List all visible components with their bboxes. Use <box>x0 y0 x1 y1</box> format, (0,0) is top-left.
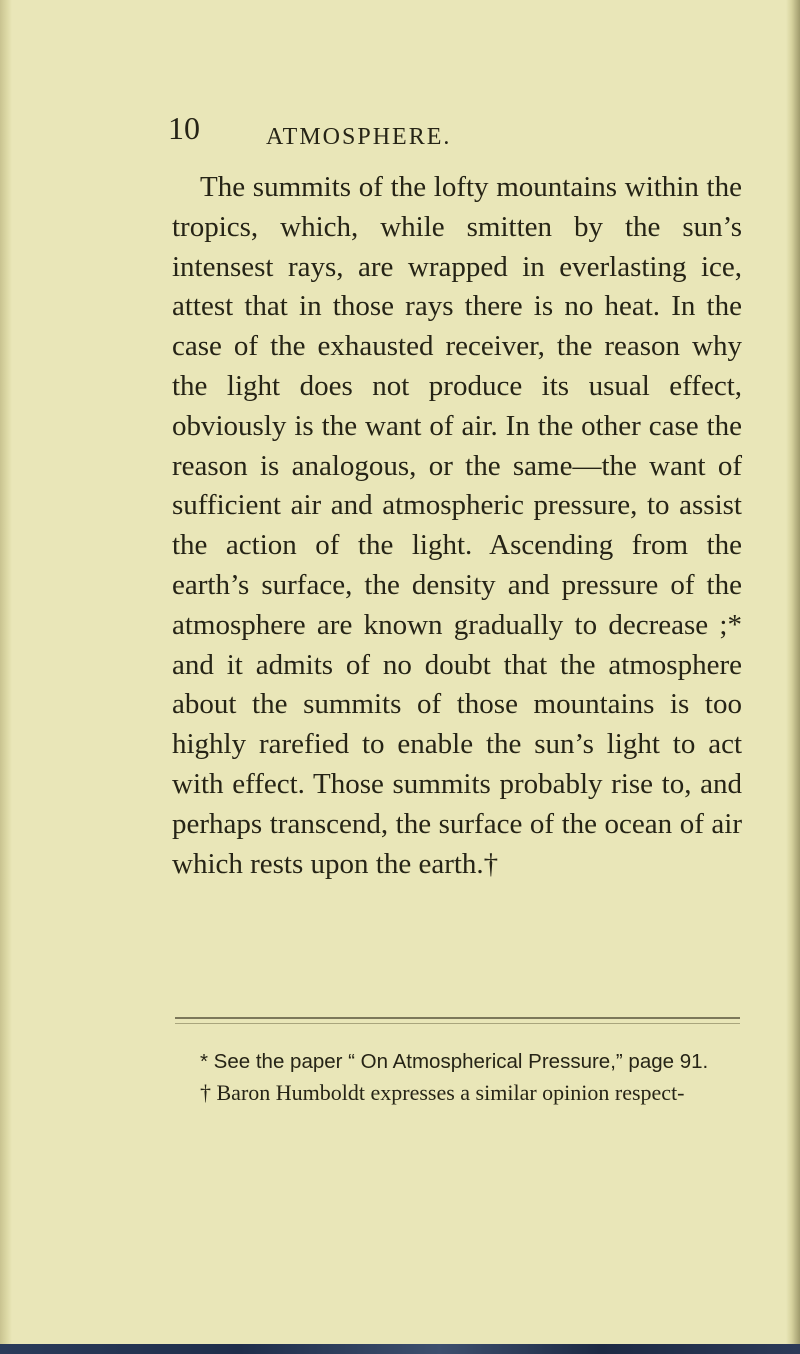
footnotes <box>172 1046 742 1108</box>
page-number: 10 <box>168 110 200 146</box>
scan-bottom-edge <box>0 1344 800 1354</box>
footnote-divider <box>175 1017 740 1019</box>
running-title: ATMOSPHERE. <box>266 124 452 150</box>
page-gutter-shadow <box>0 0 12 1354</box>
body-paragraph: The summits of the lofty mountains within the tropics, which, while smitten by the sun’s intensest rays, are wrapped in everlasting ice, attest that in those rays there is no heat. In the case of the exhausted receiver, the reason why the light does not produce its usual effect, obviously is the want of air. In the other case the reason is analogous, or the same—the want of sufficient air and atmospheric pressure, to assist the action of the light. Ascending from the earth’s surface, the density and pressure of the atmosphere are known gradually to decrease ;* and it admits of no doubt that the atmosphere about the summits of those mountains is too highly rarefied to enable the sun’s light to act with effect. Those summits probably rise to, and perhaps transcend, the surface of the ocean of air which rests upon the earth.† <box>172 171 742 880</box>
footnote-divider-thin <box>175 1023 740 1024</box>
footnote-dagger: † Baron Humboldt expresses a similar opinion respect- <box>200 1080 685 1105</box>
footnote-asterisk: * See the paper “ On Atmospherical Pressure,” page 91. <box>200 1050 709 1073</box>
page-edge-shadow <box>786 0 800 1354</box>
